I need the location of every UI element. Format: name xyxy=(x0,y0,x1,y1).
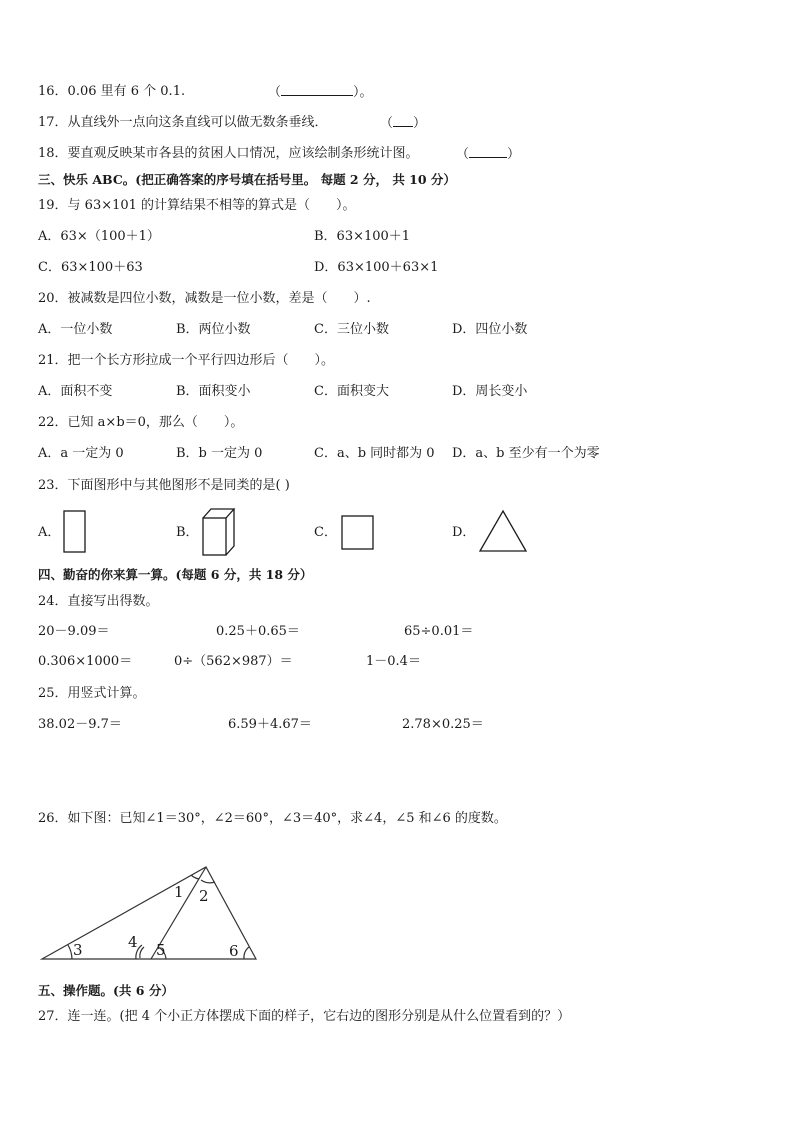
section-5-heading: 五、操作题。(共 6 分） xyxy=(38,983,174,998)
question-17 xyxy=(38,114,328,132)
angle-label-3: 3 xyxy=(73,941,83,959)
question-16 xyxy=(38,83,185,101)
option-19-a[interactable]: A．63×（100＋1） xyxy=(38,229,160,244)
option-22-c[interactable]: C．a、b 同时都为 0 xyxy=(314,446,435,461)
paren-open: （ xyxy=(268,85,282,100)
option-19-b[interactable]: B．63×100＋1 xyxy=(314,229,411,244)
question-25-stem: 25．用竖式计算。 xyxy=(38,686,146,701)
option-23-d-label: D． xyxy=(452,525,476,540)
option-23-a-label: A． xyxy=(38,525,61,540)
option-23-c-label: C． xyxy=(314,525,337,540)
answer-blank-17[interactable] xyxy=(380,114,426,133)
angle-label-1: 1 xyxy=(174,883,184,901)
calc-25-1: 38.02－9.7＝ xyxy=(38,717,122,732)
section-4-heading: 四、勤奋的你来算一算。(每题 6 分，共 18 分） xyxy=(38,567,313,582)
blank-line xyxy=(469,145,507,158)
question-16-text: 16．0.06 里有 6 个 0.1. xyxy=(38,84,186,99)
option-20-b[interactable]: B．两位小数 xyxy=(176,322,251,337)
calc-24-5: 0÷（562×987）＝ xyxy=(174,654,293,669)
option-19-c[interactable]: C．63×100＋63 xyxy=(38,260,143,275)
paren-open: （ xyxy=(456,147,470,162)
option-20-d[interactable]: D．四位小数 xyxy=(452,322,528,337)
triangle-shape xyxy=(476,507,530,555)
blank-line xyxy=(281,83,353,96)
calc-24-6: 1－0.4＝ xyxy=(366,654,421,669)
tall-rectangle-shape xyxy=(60,509,90,555)
question-26-stem: 26．如下图：已知∠1＝30°，∠2＝60°，∠3＝40°，求∠4，∠5 和∠6 的度数。 xyxy=(38,811,507,826)
triangle-angle-diagram xyxy=(34,860,266,966)
question-18-text: 18．要直观反映某市各县的贫困人口情况，应该绘制条形统计图。 xyxy=(38,146,419,161)
option-23-b-label: B． xyxy=(176,525,199,540)
calc-25-2: 6.59＋4.67＝ xyxy=(228,717,312,732)
cuboid-shape xyxy=(198,506,240,558)
paren-close: ） xyxy=(413,116,427,131)
section-3-heading: 三、快乐 ABC。(把正确答案的序号填在括号里。 每题 2 分， 共 10 分） xyxy=(38,172,456,187)
paren-close: ）。 xyxy=(353,85,373,100)
option-20-a[interactable]: A．一位小数 xyxy=(38,322,113,337)
option-21-c[interactable]: C．面积变大 xyxy=(314,384,389,399)
angle-label-4: 4 xyxy=(128,933,138,951)
answer-blank-16[interactable] xyxy=(268,83,373,102)
question-23-stem: 23．下面图形中与其他图形不是同类的是( ) xyxy=(38,478,290,493)
paren-close: ） xyxy=(507,147,521,162)
calc-24-3: 65÷0.01＝ xyxy=(404,624,474,639)
square-shape xyxy=(338,513,378,553)
question-22-stem: 22．已知 a×b＝0，那么（ ）。 xyxy=(38,415,244,430)
option-21-b[interactable]: B．面积变小 xyxy=(176,384,251,399)
option-21-d[interactable]: D．周长变小 xyxy=(452,384,528,399)
paren-open: （ xyxy=(380,116,394,131)
calc-24-1: 20－9.09＝ xyxy=(38,624,110,639)
option-23-d[interactable] xyxy=(452,524,475,542)
question-17-text: 17．从直线外一点向这条直线可以做无数条垂线． xyxy=(38,115,328,130)
option-19-d[interactable]: D．63×100＋63×1 xyxy=(314,260,439,275)
blank-line xyxy=(393,114,413,127)
question-24-stem: 24．直接写出得数。 xyxy=(38,594,159,609)
option-22-d[interactable]: D．a、b 至少有一个为零 xyxy=(452,446,600,461)
option-23-a[interactable] xyxy=(38,524,60,542)
calc-24-4: 0.306×1000＝ xyxy=(38,654,133,669)
option-20-c[interactable]: C．三位小数 xyxy=(314,322,389,337)
option-21-a[interactable]: A．面积不变 xyxy=(38,384,113,399)
option-22-a[interactable]: A．a 一定为 0 xyxy=(38,446,124,461)
question-21-stem: 21．把一个长方形拉成一个平行四边形后（ ）。 xyxy=(38,353,335,368)
question-27-stem: 27．连一连。(把 4 个小正方体摆成下面的样子，它右边的图形分别是从什么位置看到的？） xyxy=(38,1009,571,1024)
question-20-stem: 20．被减数是四位小数，减数是一位小数，差是（ ）. xyxy=(38,291,371,306)
calc-24-2: 0.25＋0.65＝ xyxy=(216,624,300,639)
option-23-b[interactable] xyxy=(176,524,199,542)
angle-label-2: 2 xyxy=(199,887,209,905)
angle-label-5: 5 xyxy=(156,941,166,959)
question-18 xyxy=(38,145,419,163)
option-23-c[interactable] xyxy=(314,524,337,542)
calc-25-3: 2.78×0.25＝ xyxy=(402,717,484,732)
angle-label-6: 6 xyxy=(229,942,239,960)
answer-blank-18[interactable] xyxy=(456,145,520,164)
option-22-b[interactable]: B．b 一定为 0 xyxy=(176,446,263,461)
question-19-stem: 19．与 63×101 的计算结果不相等的算式是（ ）。 xyxy=(38,198,356,213)
